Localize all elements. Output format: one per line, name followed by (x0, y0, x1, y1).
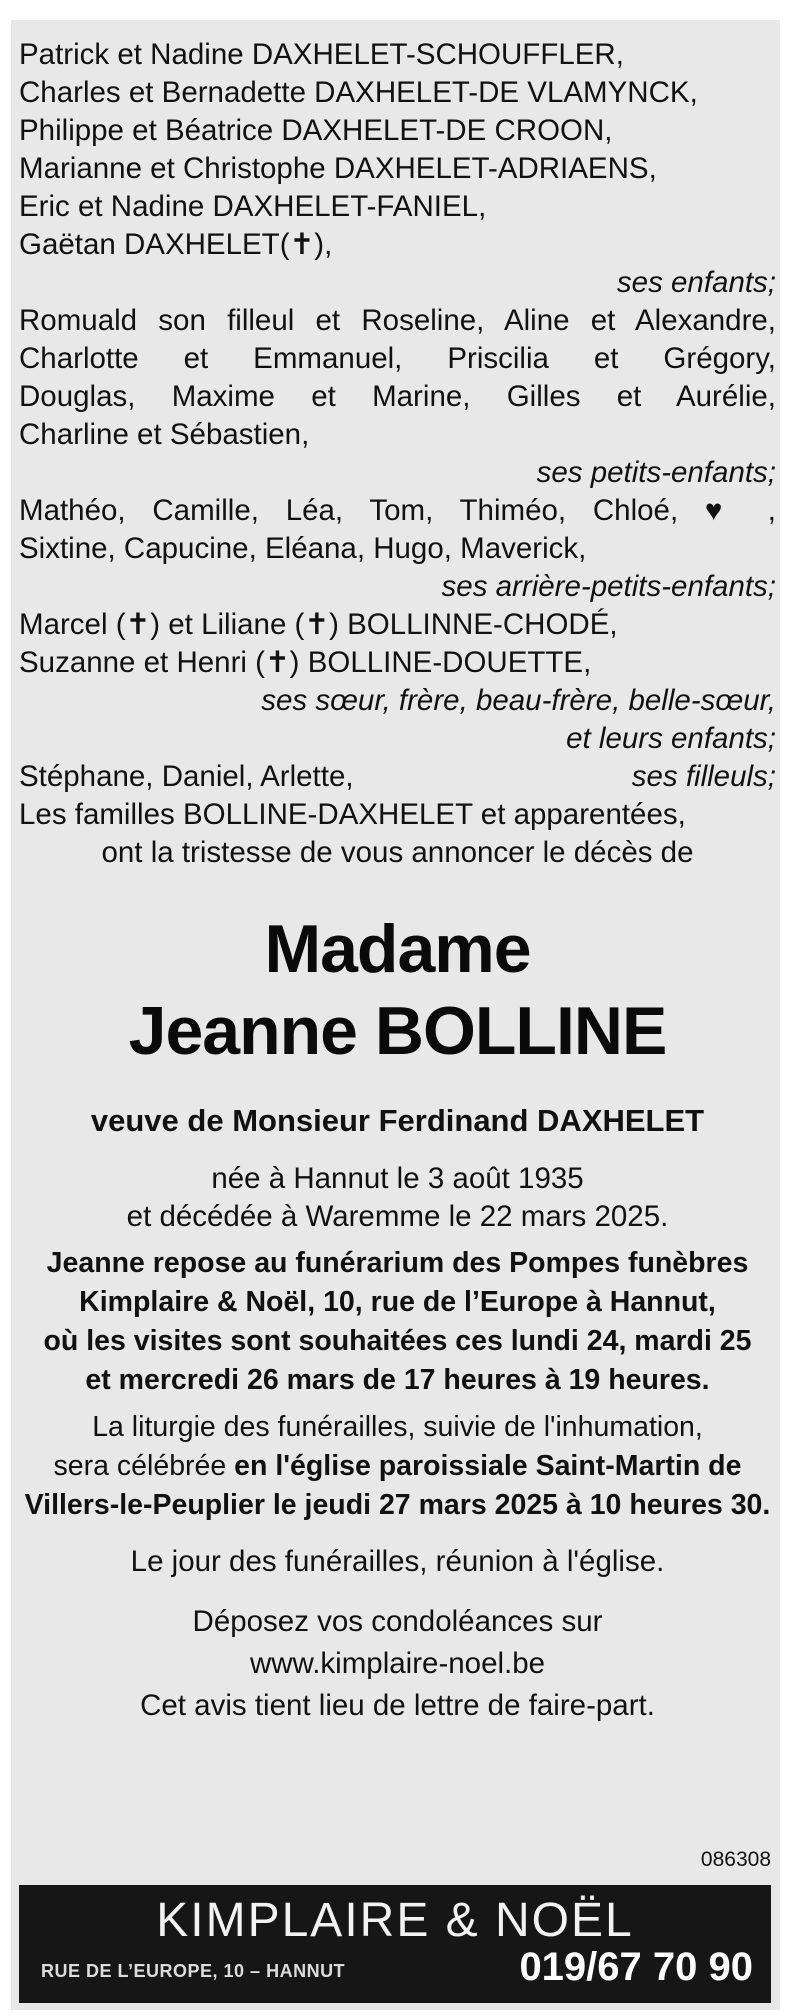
liturgy-block (19, 1408, 776, 1525)
funeral-home-banner (19, 1885, 771, 2003)
child-line: Marianne et Christophe DAXHELET-ADRIAENS, (19, 152, 657, 185)
child-line: Patrick et Nadine DAXHELET-SCHOUFFLER, (19, 38, 624, 71)
sibling-line: Marcel (✝) et Liliane (✝) BOLLINNE-CHODÉ, (19, 608, 618, 641)
birth-line: née à Hannut le 3 août 1935 (211, 1162, 584, 1195)
deceased-name-block (19, 908, 776, 1072)
siblings-children-role: et leurs enfants; (566, 722, 776, 755)
grandchild-line: Charlotte et Emmanuel, Priscilia et Grégory, (19, 342, 776, 375)
notice-line: Cet avis tient lieu de lettre de faire-part. (140, 1689, 655, 1722)
widow-of-line: veuve de Monsieur Ferdinand DAXHELET (90, 1103, 705, 1138)
liturgy-line (19, 1486, 776, 1525)
liturgy-date: Villers-le-Peuplier le jeudi 27 mars 2025 à 10 heures 30. (24, 1489, 771, 1521)
funerarium-block (19, 1244, 776, 1400)
families-line: Les familles BOLLINE-DAXHELET et apparentées, (19, 798, 686, 831)
condolences-line: Déposez vos condoléances sur (192, 1605, 603, 1638)
condolences-url[interactable]: www.kimplaire-noel.be (249, 1647, 546, 1680)
great-grandchildren-role: ses arrière-petits-enfants; (441, 570, 776, 603)
godchildren-line (19, 758, 776, 796)
announcement-line: ont la tristesse de vous annoncer le décès de (101, 836, 694, 869)
godchildren-names: Stéphane, Daniel, Arlette, (19, 760, 354, 793)
funeral-home-name: KIMPLAIRE & NOËL (156, 1894, 634, 1947)
dates-block (19, 1160, 776, 1236)
grandchild-line: Charline et Sébastien, (19, 418, 310, 451)
child-line: Eric et Nadine DAXHELET-FANIEL, (19, 190, 487, 223)
funeral-home-phone[interactable]: 019/67 70 90 (519, 1945, 753, 1989)
funerarium-line: Jeanne repose au funérarium des Pompes funèbres (46, 1247, 749, 1279)
deceased-name: Jeanne BOLLINE (128, 993, 667, 1069)
child-line: Philippe et Béatrice DAXHELET-DE CROON, (19, 114, 613, 147)
grandchild-line: Romuald son filleul et Roseline, Aline et Alexandre, (19, 304, 776, 337)
grandchildren-role: ses petits-enfants; (536, 456, 776, 489)
godchildren-role: ses filleuls; (631, 760, 776, 793)
death-line: et décédée à Waremme le 22 mars 2025. (126, 1200, 669, 1233)
great-grandchild-line: Sixtine, Capucine, Eléana, Hugo, Maverick, (19, 532, 587, 565)
reunion-line: Le jour des funérailles, réunion à l'église. (130, 1545, 665, 1578)
funeral-home-address: RUE DE L’EUROPE, 10 – HANNUT (41, 1961, 346, 1981)
liturgy-plain: sera célébrée (53, 1450, 235, 1482)
grandchild-line: Douglas, Maxime et Marine, Gilles et Aurélie, (19, 380, 776, 413)
child-line: Gaëtan DAXHELET(✝), (19, 228, 333, 261)
children-role: ses enfants; (616, 266, 776, 299)
sibling-line: Suzanne et Henri (✝) BOLLINE-DOUETTE, (19, 646, 592, 679)
liturgy-line: La liturgie des funérailles, suivie de l'inhumation, (92, 1411, 703, 1443)
liturgy-church: en l'église paroissiale Saint-Martin de (234, 1450, 742, 1482)
deceased-title: Madame (264, 911, 531, 987)
liturgy-line (19, 1447, 776, 1486)
funerarium-line: et mercredi 26 mars de 17 heures à 19 heures. (85, 1364, 710, 1396)
child-line: Charles et Bernadette DAXHELET-DE VLAMYNCK, (19, 76, 698, 109)
condolences-block (19, 1601, 776, 1727)
siblings-role: ses sœur, frère, beau-frère, belle-sœur, (261, 684, 776, 717)
funerarium-line: où les visites sont souhaitées ces lundi 24, mardi 25 (43, 1325, 752, 1357)
notice-content (19, 36, 776, 1727)
reference-number: 086308 (700, 1848, 771, 1871)
funerarium-line: Kimplaire & Noël, 10, rue de l’Europe à Hannut, (79, 1286, 716, 1318)
great-grandchild-line: Mathéo, Camille, Léa, Tom, Thiméo, Chloé, ♥ , (19, 494, 776, 527)
